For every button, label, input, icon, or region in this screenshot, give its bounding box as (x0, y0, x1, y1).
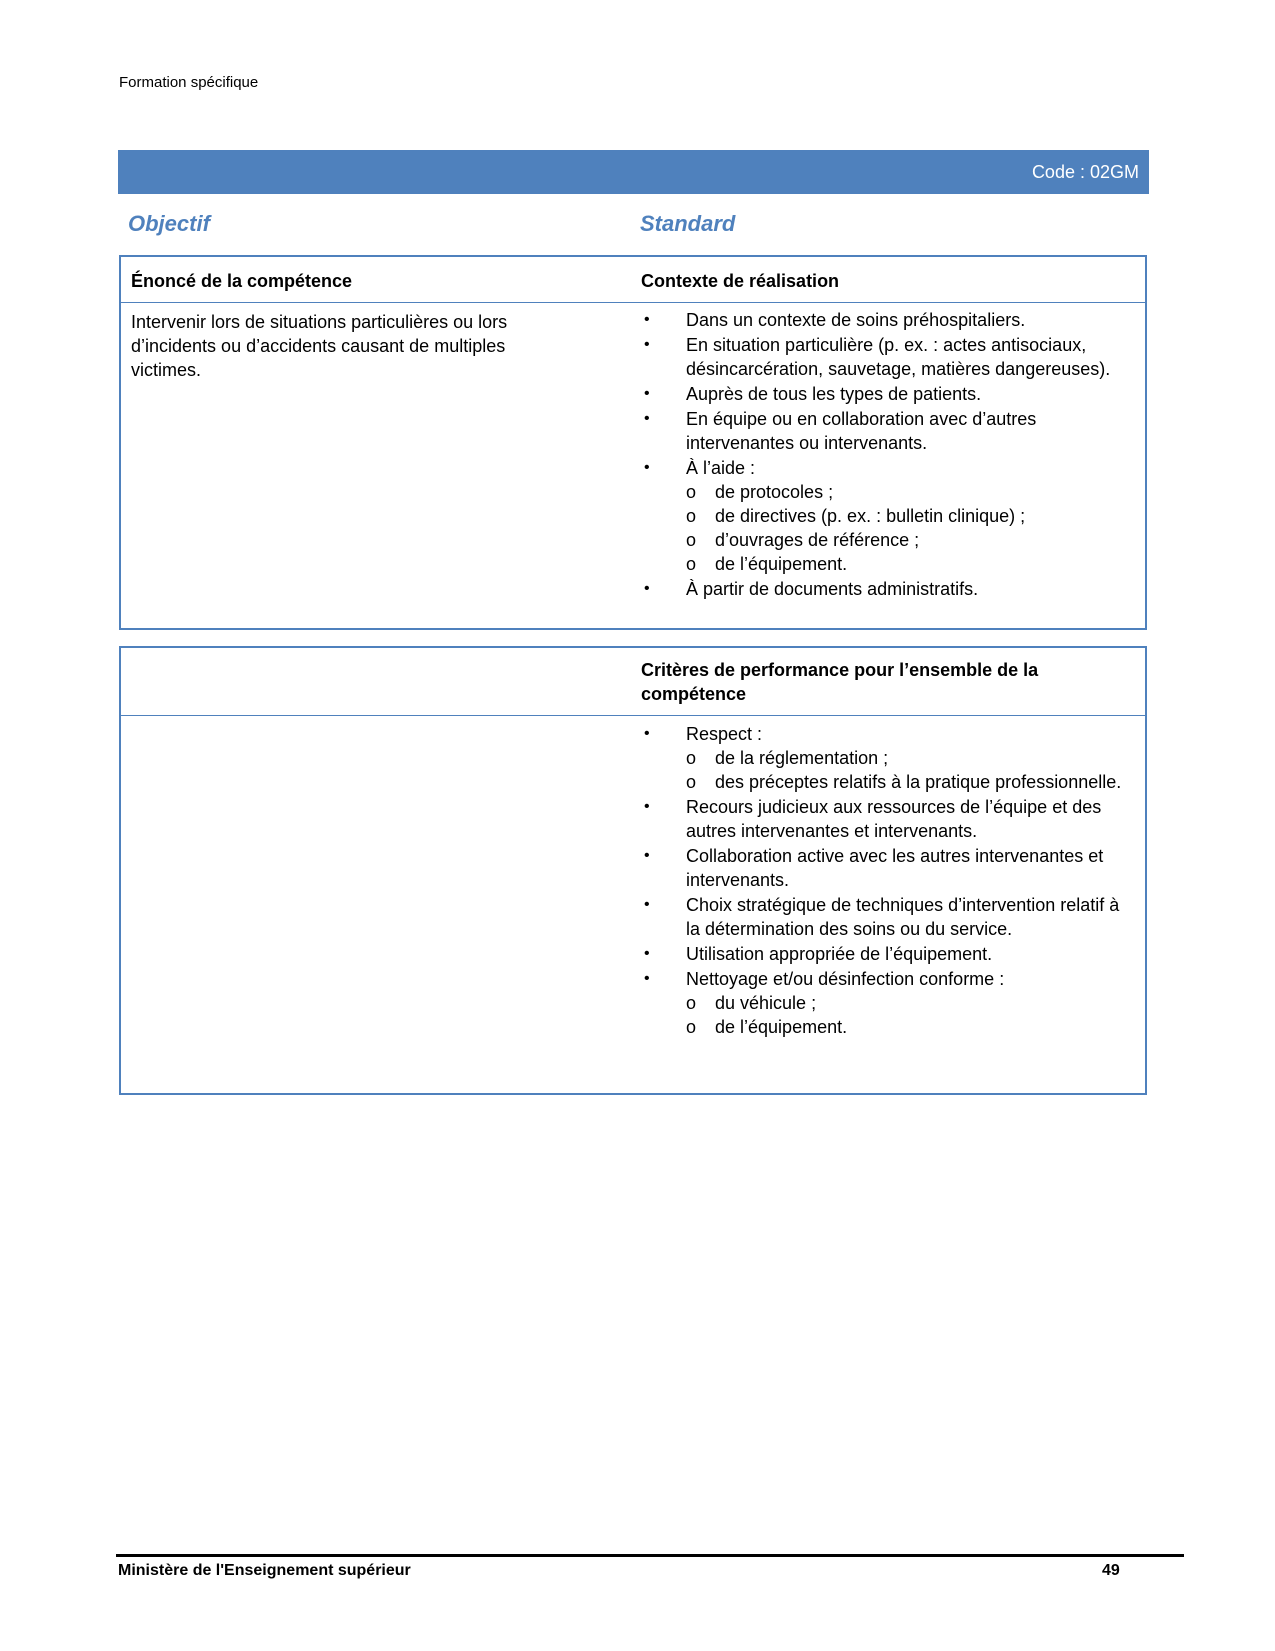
list-item (641, 308, 1111, 332)
list-item (641, 942, 1126, 966)
context-title: Contexte de réalisation (641, 271, 840, 291)
bullet-icon: • (644, 798, 650, 815)
footer-rule (116, 1554, 1184, 1557)
row-divider (121, 715, 1145, 716)
bullet-icon: • (644, 311, 650, 328)
list-item-text: À partir de documents administratifs. (686, 579, 979, 599)
bullet-icon: • (644, 725, 650, 742)
sub-list-item-text: de l’équipement. (715, 554, 848, 574)
running-header: Formation spécifique (119, 74, 259, 91)
sub-list-item (686, 528, 1111, 552)
competency-statement: Intervenir lors de situations particulières ou lors d’incidents ou d’accidents causant de multiples victimes. (131, 312, 508, 380)
competency-statement-title: Énoncé de la compétence (131, 271, 353, 291)
list-item (641, 967, 1126, 1039)
sub-list-item (686, 480, 1111, 504)
sub-list-item (686, 1015, 1126, 1039)
list-item-text: En situation particulière (p. ex. : actes antisociaux, désincarcération, sauvetage, matières dangereuses). (686, 335, 1111, 379)
list-item-text: En équipe ou en collaboration avec d’autres intervenantes ou intervenants. (686, 409, 1037, 453)
list-item-text: Collaboration active avec les autres intervenantes et intervenants. (686, 846, 1104, 890)
sub-list-item-text: de l’équipement. (715, 1017, 848, 1037)
list-item (641, 333, 1111, 381)
sub-list-item-text: de directives (p. ex. : bulletin clinique) ; (715, 506, 1026, 526)
bullet-icon: • (644, 896, 650, 913)
circle-bullet-icon: o (686, 748, 697, 768)
bullet-icon: • (644, 336, 650, 353)
row-divider (121, 302, 1145, 303)
list-item (641, 577, 1111, 601)
bullet-icon: • (644, 945, 650, 962)
list-item-text: Dans un contexte de soins préhospitaliers. (686, 310, 1026, 330)
list-item-text: Auprès de tous les types de patients. (686, 384, 982, 404)
sub-list-item-text: d’ouvrages de référence ; (715, 530, 920, 550)
sub-list-item-text: de protocoles ; (715, 482, 834, 502)
list-item (641, 893, 1126, 941)
bullet-icon: • (644, 385, 650, 402)
circle-bullet-icon: o (686, 530, 697, 550)
sub-list-item-text: de la réglementation ; (715, 748, 889, 768)
performance-criteria-title: Critères de performance pour l’ensemble de la compétence (641, 660, 1039, 704)
page-number: 49 (1102, 1562, 1120, 1579)
context-list (641, 308, 1111, 602)
bullet-icon: • (644, 459, 650, 476)
list-item (641, 795, 1126, 843)
circle-bullet-icon: o (686, 772, 697, 792)
bullet-icon: • (644, 410, 650, 427)
sub-list-item (686, 770, 1126, 794)
circle-bullet-icon: o (686, 993, 697, 1013)
standard-heading: Standard (640, 211, 736, 236)
sub-list-item (686, 991, 1126, 1015)
list-item (641, 844, 1126, 892)
circle-bullet-icon: o (686, 1017, 697, 1037)
footer-ministry: Ministère de l'Enseignement supérieur (118, 1562, 411, 1579)
circle-bullet-icon: o (686, 506, 697, 526)
bullet-icon: • (644, 970, 650, 987)
sub-list-item-text: des préceptes relatifs à la pratique professionnelle. (715, 772, 1122, 792)
list-item-text: Choix stratégique de techniques d’intervention relatif à la détermination des soins ou du service. (686, 895, 1120, 939)
code-bar (118, 150, 1149, 194)
sub-list (686, 746, 1126, 794)
sub-list-item (686, 746, 1126, 770)
list-item (641, 722, 1126, 794)
list-item-text: Utilisation appropriée de l’équipement. (686, 944, 993, 964)
list-item-text: Respect : (686, 724, 763, 744)
performance-criteria-list (641, 722, 1126, 1040)
list-item-text: À l’aide : (686, 458, 756, 478)
sub-list (686, 991, 1126, 1039)
list-item (641, 382, 1111, 406)
competency-table (119, 255, 1147, 630)
performance-table (119, 646, 1147, 1095)
competency-code: Code : 02GM (1031, 162, 1139, 182)
bullet-icon: • (644, 847, 650, 864)
circle-bullet-icon: o (686, 554, 697, 574)
list-item (641, 456, 1111, 576)
list-item-text: Recours judicieux aux ressources de l’équipe et des autres intervenantes et intervenants. (686, 797, 1102, 841)
sub-list-item (686, 504, 1111, 528)
sub-list (686, 480, 1111, 576)
sub-list-item-text: du véhicule ; (715, 993, 817, 1013)
objective-heading: Objectif (128, 211, 210, 236)
sub-list-item (686, 552, 1111, 576)
bullet-icon: • (644, 580, 650, 597)
circle-bullet-icon: o (686, 482, 697, 502)
list-item (641, 407, 1111, 455)
list-item-text: Nettoyage et/ou désinfection conforme : (686, 969, 1005, 989)
